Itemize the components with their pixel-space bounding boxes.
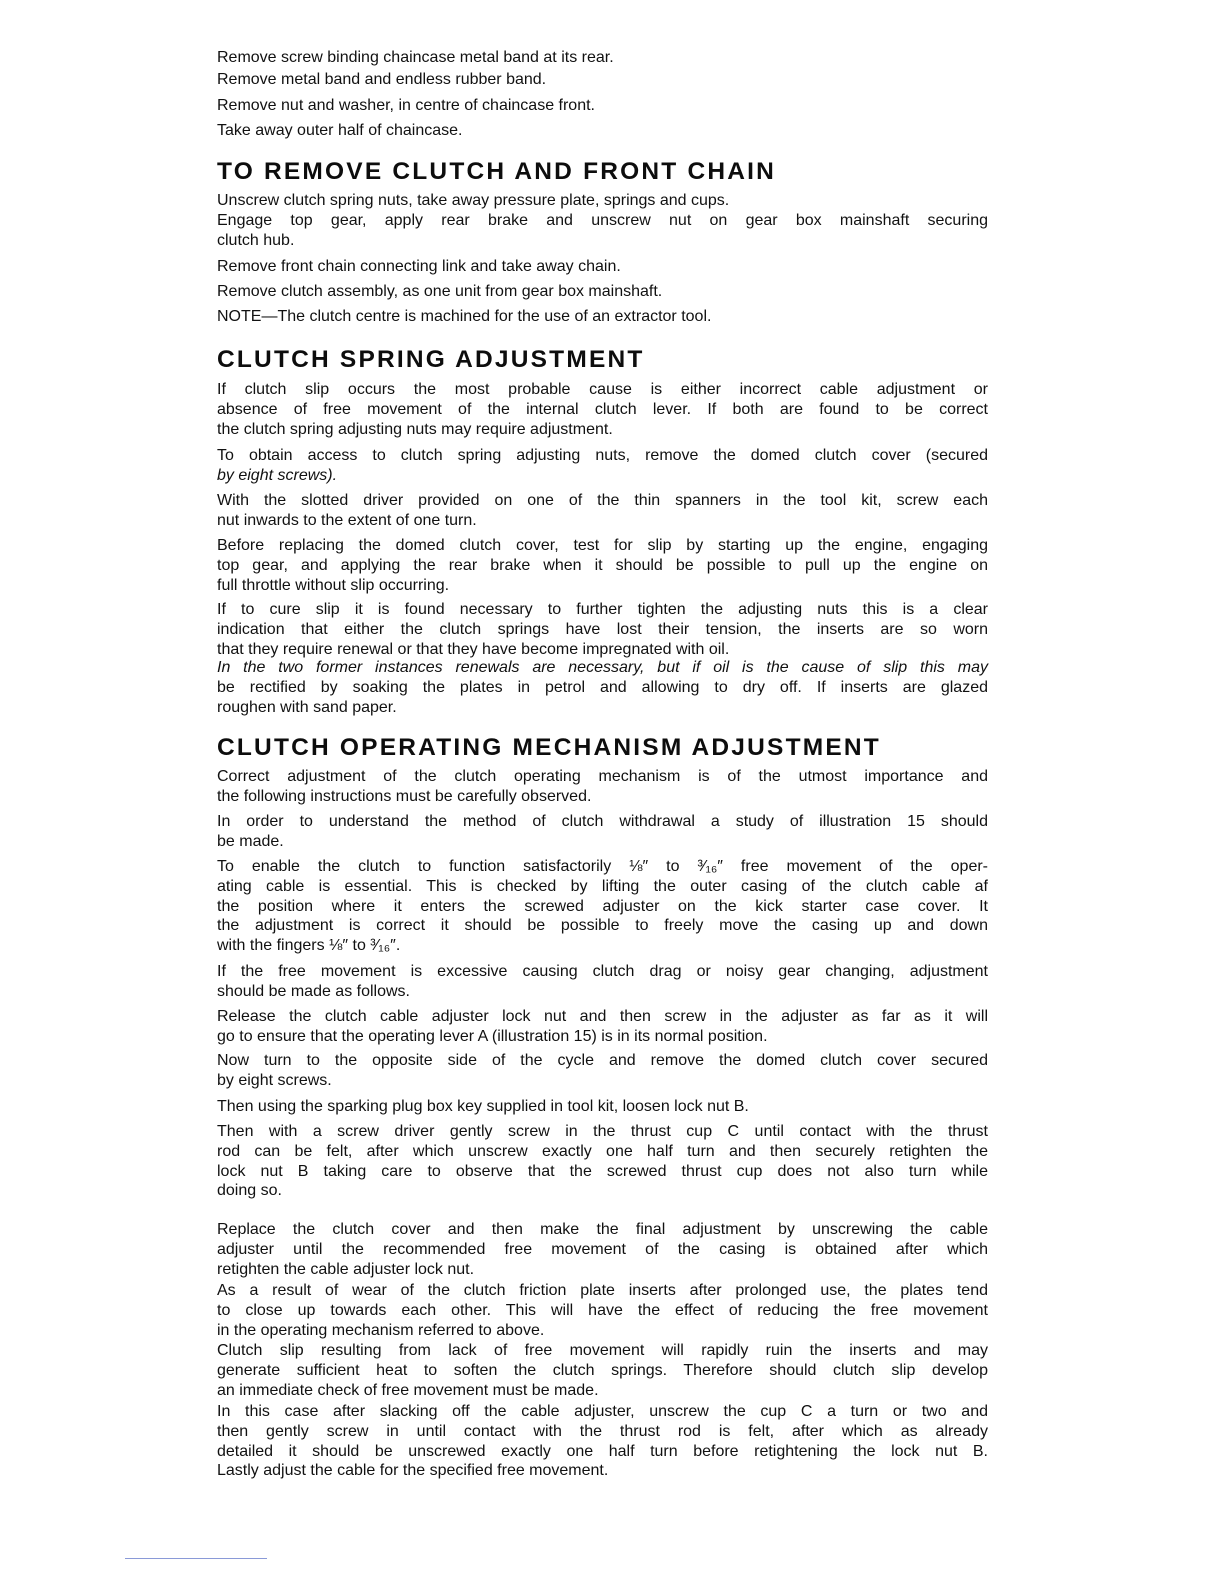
text-line: in the operating mechanism referred to above. bbox=[217, 1321, 545, 1339]
text-line: To enable the clutch to function satisfactorily ⅛″ to ³⁄₁₆″ free movement of the oper- bbox=[217, 858, 988, 875]
text-line: full throttle without slip occurring. bbox=[217, 576, 450, 594]
section-heading: CLUTCH OPERATING MECHANISM ADJUSTMENT bbox=[217, 734, 881, 761]
text-line: If clutch slip occurs the most probable cause is either incorrect cable adjustment or bbox=[217, 381, 988, 398]
text-line: absence of free movement of the internal clutch lever. If both are found to be correct bbox=[217, 400, 988, 418]
text-line: To obtain access to clutch spring adjusting nuts, remove the domed clutch cover (secured bbox=[217, 447, 988, 464]
text-line: If the free movement is excessive causing clutch drag or noisy gear changing, adjustment bbox=[217, 963, 988, 980]
text-line: Remove clutch assembly, as one unit from gear box mainshaft. bbox=[217, 283, 663, 300]
text-line: Release the clutch cable adjuster lock nut and then screw in the adjuster as far as it will bbox=[217, 1008, 988, 1025]
text-line: Remove nut and washer, in centre of chaincase front. bbox=[217, 97, 595, 114]
paragraph bbox=[217, 191, 988, 211]
paragraph bbox=[217, 70, 988, 90]
text-line: If to cure slip it is found necessary to further tighten the adjusting nuts this is a clear bbox=[217, 601, 988, 618]
text-line: to close up towards each other. This will have the effect of reducing the free movement bbox=[217, 1301, 988, 1319]
text-line: Now turn to the opposite side of the cycle and remove the domed clutch cover secured bbox=[217, 1052, 988, 1069]
paragraph bbox=[217, 962, 988, 1002]
text-line: In order to understand the method of clutch withdrawal a study of illustration 15 should bbox=[217, 813, 988, 830]
text-line: Remove screw binding chaincase metal band at its rear. bbox=[217, 49, 614, 66]
paragraph bbox=[217, 1341, 988, 1400]
paragraph bbox=[217, 1051, 988, 1091]
paragraph bbox=[217, 658, 988, 717]
paragraph bbox=[217, 1402, 988, 1481]
text-line: Unscrew clutch spring nuts, take away pressure plate, springs and cups. bbox=[217, 192, 730, 209]
text-line: With the slotted driver provided on one of the thin spanners in the tool kit, screw each bbox=[217, 492, 988, 509]
section-heading: TO REMOVE CLUTCH AND FRONT CHAIN bbox=[217, 158, 777, 185]
text-line: As a result of wear of the clutch friction plate inserts after prolonged use, the plates tend bbox=[217, 1282, 988, 1299]
paragraph bbox=[217, 1007, 988, 1047]
text-line: Lastly adjust the cable for the specified free movement. bbox=[217, 1462, 609, 1480]
text-line: Remove front chain connecting link and take away chain. bbox=[217, 258, 621, 275]
paragraph bbox=[217, 307, 988, 327]
text-line: by eight screws). bbox=[217, 466, 338, 484]
text-line: the following instructions must be carefully observed. bbox=[217, 787, 592, 805]
text-line: Take away outer half of chaincase. bbox=[217, 122, 463, 139]
text-line: retighten the cable adjuster lock nut. bbox=[217, 1260, 475, 1278]
text-line: an immediate check of free movement must be made. bbox=[217, 1381, 599, 1399]
text-line: nut inwards to the extent of one turn. bbox=[217, 511, 477, 529]
footer-rule bbox=[125, 1558, 267, 1559]
text-line: Engage top gear, apply rear brake and unscrew nut on gear box mainshaft securing bbox=[217, 212, 988, 229]
text-line: Clutch slip resulting from lack of free movement will rapidly ruin the inserts and may bbox=[217, 1342, 988, 1359]
paragraph bbox=[217, 536, 988, 595]
text-line: the adjustment is correct it should be possible to freely move the casing up and down bbox=[217, 917, 988, 935]
text-line: with the fingers ⅛″ to ³⁄₁₆″. bbox=[217, 937, 401, 955]
text-line: In the two former instances renewals are necessary, but if oil is the cause of slip this may bbox=[217, 659, 988, 676]
paragraph bbox=[217, 211, 988, 251]
paragraph bbox=[217, 380, 988, 439]
text-line: rod can be felt, after which unscrew exactly one half turn and then securely retighten the bbox=[217, 1142, 988, 1160]
text-line: roughen with sand paper. bbox=[217, 698, 397, 716]
text-line: doing so. bbox=[217, 1182, 282, 1200]
paragraph bbox=[217, 812, 988, 852]
paragraph bbox=[217, 257, 988, 277]
paragraph bbox=[217, 1097, 988, 1117]
text-line: that they require renewal or that they have become impregnated with oil. bbox=[217, 640, 730, 658]
text-line: detailed it should be unscrewed exactly one half turn before retightening the lock nut B. bbox=[217, 1442, 988, 1460]
text-line: be rectified by soaking the plates in petrol and allowing to dry off. If inserts are glazed bbox=[217, 678, 988, 696]
text-line: indication that either the clutch springs have lost their tension, the inserts are so worn bbox=[217, 620, 988, 638]
text-line: In this case after slacking off the cable adjuster, unscrew the cup C a turn or two and bbox=[217, 1403, 988, 1420]
text-line: adjuster until the recommended free movement of the casing is obtained after which bbox=[217, 1240, 988, 1258]
text-line: Before replacing the domed clutch cover, test for slip by starting up the engine, engaging bbox=[217, 537, 988, 554]
text-line: top gear, and applying the rear brake when it should be possible to pull up the engine on bbox=[217, 556, 988, 574]
paragraph bbox=[217, 1122, 988, 1201]
text-line: Correct adjustment of the clutch operating mechanism is of the utmost importance and bbox=[217, 768, 988, 785]
text-line: be made. bbox=[217, 832, 284, 850]
paragraph bbox=[217, 1220, 988, 1279]
text-line: the clutch spring adjusting nuts may require adjustment. bbox=[217, 420, 613, 438]
paragraph bbox=[217, 767, 988, 807]
text-line: NOTE—The clutch centre is machined for the use of an extractor tool. bbox=[217, 308, 712, 325]
text-line: go to ensure that the operating lever A (illustration 15) is in its normal position. bbox=[217, 1027, 768, 1045]
paragraph bbox=[217, 857, 988, 956]
text-line: the position where it enters the screwed adjuster on the kick starter case cover. It bbox=[217, 897, 988, 915]
text-line: lock nut B taking care to observe that the screwed thrust cup does not also turn while bbox=[217, 1162, 988, 1180]
text-line: Then with a screw driver gently screw in the thrust cup C until contact with the thrust bbox=[217, 1123, 988, 1140]
paragraph bbox=[217, 491, 988, 531]
text-line: then gently screw in until contact with the thrust rod is felt, after which as already bbox=[217, 1422, 988, 1440]
text-line: generate sufficient heat to soften the clutch springs. Therefore should clutch slip develop bbox=[217, 1361, 988, 1379]
paragraph bbox=[217, 446, 988, 486]
paragraph bbox=[217, 96, 988, 116]
paragraph bbox=[217, 48, 988, 68]
paragraph bbox=[217, 1281, 988, 1340]
text-line: Replace the clutch cover and then make the final adjustment by unscrewing the cable bbox=[217, 1221, 988, 1238]
paragraph bbox=[217, 282, 988, 302]
section-heading: CLUTCH SPRING ADJUSTMENT bbox=[217, 346, 645, 373]
text-line: by eight screws. bbox=[217, 1071, 332, 1089]
paragraph bbox=[217, 121, 988, 141]
text-line: Remove metal band and endless rubber band. bbox=[217, 71, 547, 88]
text-line: clutch hub. bbox=[217, 231, 295, 249]
text-line: should be made as follows. bbox=[217, 982, 410, 1000]
text-line: Then using the sparking plug box key supplied in tool kit, loosen lock nut B. bbox=[217, 1098, 749, 1115]
text-line: ating cable is essential. This is checked by lifting the outer casing of the clutch cable af bbox=[217, 877, 988, 895]
paragraph bbox=[217, 600, 988, 659]
